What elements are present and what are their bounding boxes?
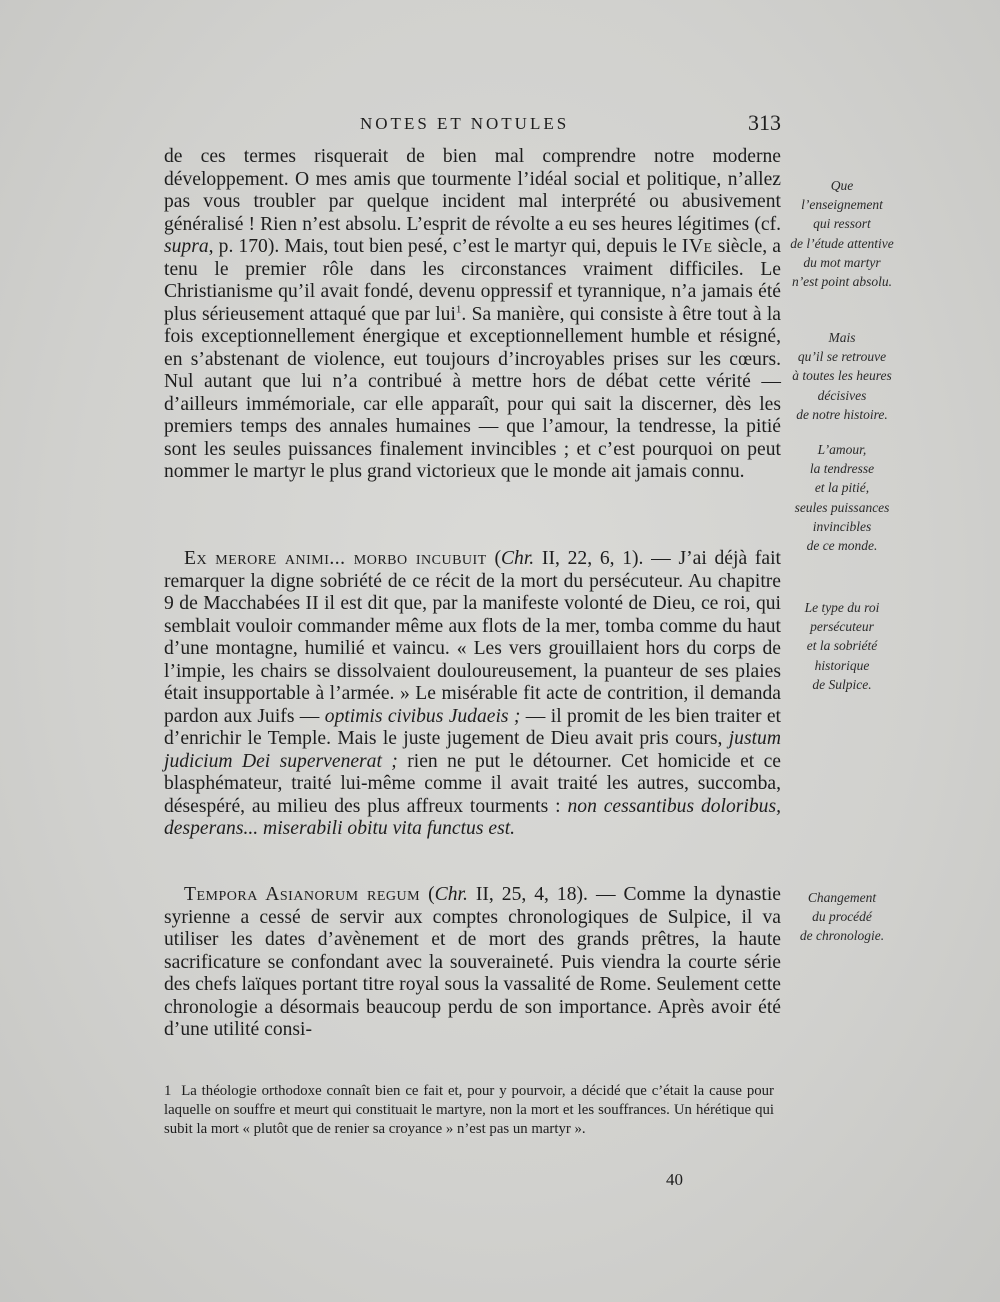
lemma: Tempora Asianorum regum	[184, 884, 421, 905]
page-number: 313	[748, 110, 781, 135]
margin-gloss-5: Changement du procédé de chronologie.	[799, 890, 885, 944]
footnote	[164, 1082, 774, 1139]
paragraph-tempora	[164, 884, 781, 1042]
italic-supra: supra	[164, 236, 209, 257]
latin-quote: non cessantibus doloribus, desperans... miserabili obitu vita functus est.	[164, 795, 781, 839]
margin-gloss-3: L’amour, la tendresse et la pitié, seules puissances invincibles de ce monde.	[794, 442, 890, 554]
margin-gloss-1: Que l’enseignement qui ressort de l’étude attentive du mot martyr n’est point absolu.	[790, 178, 894, 290]
century-numeral: IVe	[681, 236, 713, 257]
paragraph-ex-merore	[164, 548, 781, 841]
signature-mark: 40	[666, 1170, 683, 1189]
latin-quote: optimis civibus Judaeis ;	[324, 705, 521, 727]
latin-quote: justum judicium Dei supervenerat ;	[164, 728, 781, 772]
footnote-number: 1	[164, 1083, 172, 1099]
running-title: NOTES ET NOTULES	[360, 114, 570, 133]
paragraph-text: Tempora Asianorum regum (Chr. II, 25, 4, 18). — Comme la dynastie syrienne a cessé de servir aux comptes chronologiques de Sulpice, il va utiliser les dates d’avènement et de mort des grands prêtres, la haute sacrificature se confondant avec la souveraineté. Puis viendra la courte série des chefs laïques portant titre royal sous la vassalité de Rome. Seulement cette chronologie a désormais beaucoup perdu de son importance. Après avoir été d’une utilité consi-	[164, 884, 781, 1040]
margin-gloss-2: Mais qu’il se retrouve à toutes les heures décisives de notre histoire.	[792, 330, 892, 422]
footnote-ref: 1	[455, 302, 462, 315]
lemma: Ex merore animi... morbo incubuit	[184, 548, 487, 569]
paragraph-text: de ces termes risquerait de bien mal comprendre notre moderne développement. O mes amis que tourmente l’idéal social et politique, n’allez pas vous troubler par quelque incident mal interprété ou abusivement généralisé ! Rien n’est absolu. L’esprit de révolte a eu ses heures légitimes (cf. supra, p. 170). Mais, tout bien pesé, c’est le martyr qui, depuis le IVe siècle, a tenu le premier rôle dans les circonstances vraiment difficiles. Le Christianisme qu’il avait fondé, devenu oppressif et tyrannique, n’a jamais été plus sérieusement attaqué que par lui$^1$. Sa manière, qui consiste à être tout à la fois exceptionnellement énergique et exceptionnellement humble et résigné, en s’abstenant de violence, eut toujours d’incroyables prises sur les cœurs. Nul autant que lui n’a contribué à mettre hors de débat cette vérité — d’ailleurs immémoriale, car elle apparaît, pour qui sait la discerner, dès les premiers temps des annales humaines — que l’amour, la tendresse, la pitié sont les seules puissances finalement invincibles ; et c’est pourquoi on peut nommer le martyr le plus grand victorieux que le monde ait jamais connu.	[164, 146, 781, 482]
paragraph-text: Ex merore animi... morbo incubuit (Chr. II, 22, 6, 1). — J’ai déjà fait remarquer la digne sobriété de ce récit de la mort du persécuteur. Au chapitre 9 de Macchabées II il est dit que, par la manifeste volonté de Dieu, ce roi, qui semblait vouloir commander même aux flots de la mer, tomba comme du haut d’une montagne, humilié et vaincu. « Les vers grouillaient hors du corps de l’impie, les chairs se dissolvaient douloureusement, la puanteur de ses plaies était insupportable à l’armée. » Le misérable fit acte de contrition, il demanda pardon aux Juifs — optimis civibus Judaeis ; — il promit de les bien traiter et d’enrichir le Temple. Mais le juste jugement de Dieu avait pris cours, justum judicium Dei supervenerat ; rien ne put le détourner. Cet homicide et ce blasphémateur, traité lui-même comme il avait traité les autres, succomba, désespéré, au milieu des plus affreux tourments : non cessantibus doloribus, desperans... miserabili obitu vita functus est.	[164, 548, 781, 839]
margin-gloss-4: Le type du roi persécuteur et la sobriété historique de Sulpice.	[804, 600, 880, 692]
footnote-text: La théologie orthodoxe connaît bien ce fait et, pour y pourvoir, a décidé que c’était la cause pour laquelle on souffre et meurt qui constituait le martyre, non la mort et les souffrances. Un hérétique qui subit la mort « plutôt que de renier sa croyance » n’est pas un martyr ».	[164, 1083, 774, 1137]
paragraph-martyr	[164, 146, 781, 484]
